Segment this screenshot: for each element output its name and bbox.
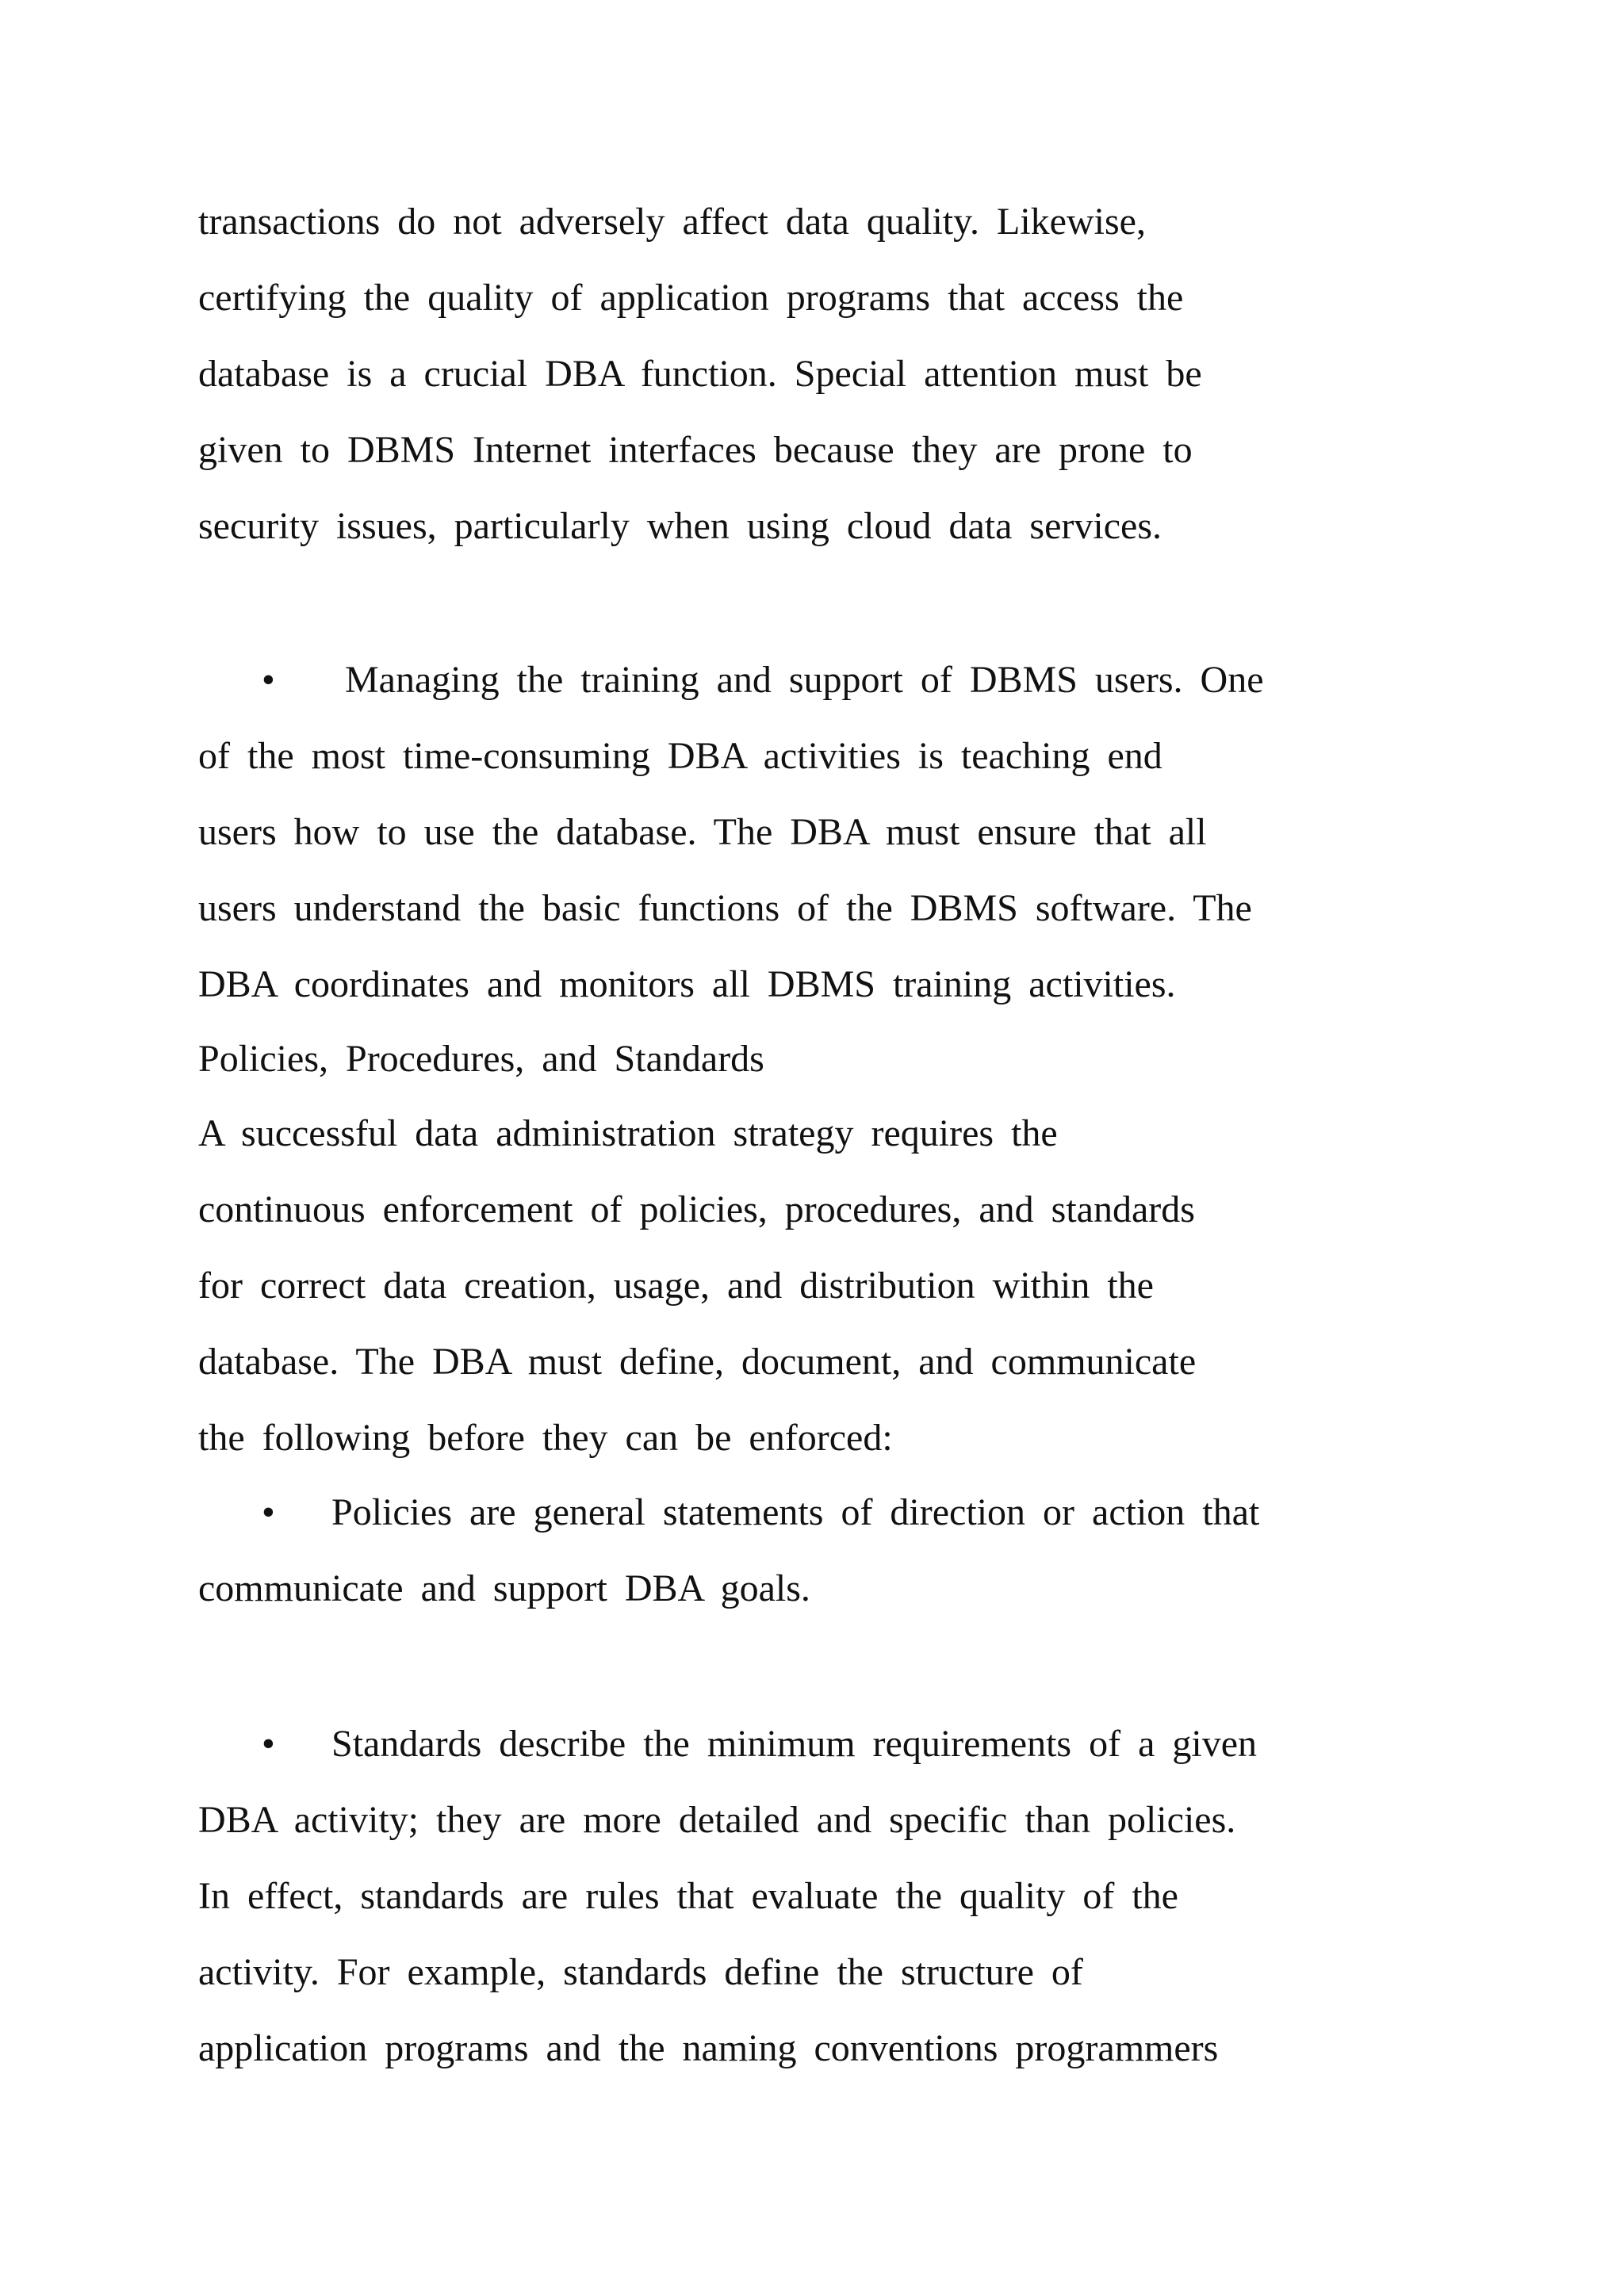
paragraph-line: A successful data administration strategy requires the (198, 1112, 1058, 1154)
paragraph-line: DBA activity; they are more detailed and specific than policies. (198, 1799, 1236, 1841)
paragraph-line: activity. For example, standards define the structure of (198, 1951, 1083, 1993)
bullet-item-text: Policies are general statements of direction or action that (331, 1491, 1260, 1533)
paragraph-line: users how to use the database. The DBA must ensure that all (198, 811, 1207, 853)
paragraph-line: communicate and support DBA goals. (198, 1567, 810, 1609)
paragraph-line: for correct data creation, usage, and distribution within the (198, 1265, 1154, 1307)
bullet-icon: • (262, 1491, 275, 1533)
bullet-icon: • (262, 1723, 275, 1765)
paragraph-line: security issues, particularly when using cloud data services. (198, 505, 1162, 547)
paragraph-line: the following before they can be enforced: (198, 1417, 893, 1459)
paragraph-line: database. The DBA must define, document, and communicate (198, 1341, 1197, 1383)
paragraph-line: of the most time-consuming DBA activities is teaching end (198, 735, 1162, 777)
paragraph-line: users understand the basic functions of the DBMS software. The (198, 887, 1252, 929)
paragraph-line: given to DBMS Internet interfaces because they are prone to (198, 429, 1193, 471)
paragraph-line: DBA coordinates and monitors all DBMS training activities. (198, 963, 1176, 1005)
section-heading: Policies, Procedures, and Standards (198, 1038, 764, 1080)
paragraph-line: In effect, standards are rules that evaluate the quality of the (198, 1875, 1178, 1917)
paragraph-line: continuous enforcement of policies, procedures, and standards (198, 1188, 1195, 1230)
paragraph-line: database is a crucial DBA function. Special attention must be (198, 353, 1202, 395)
bullet-icon: • (262, 659, 275, 701)
paragraph-line: certifying the quality of application programs that access the (198, 277, 1184, 319)
bullet-item-text: Managing the training and support of DBMS users. One (345, 659, 1264, 701)
bullet-item-text: Standards describe the minimum requirements of a given (331, 1723, 1258, 1765)
paragraph-line: application programs and the naming conventions programmers (198, 2027, 1219, 2069)
paragraph-line: transactions do not adversely affect data quality. Likewise, (198, 201, 1146, 243)
